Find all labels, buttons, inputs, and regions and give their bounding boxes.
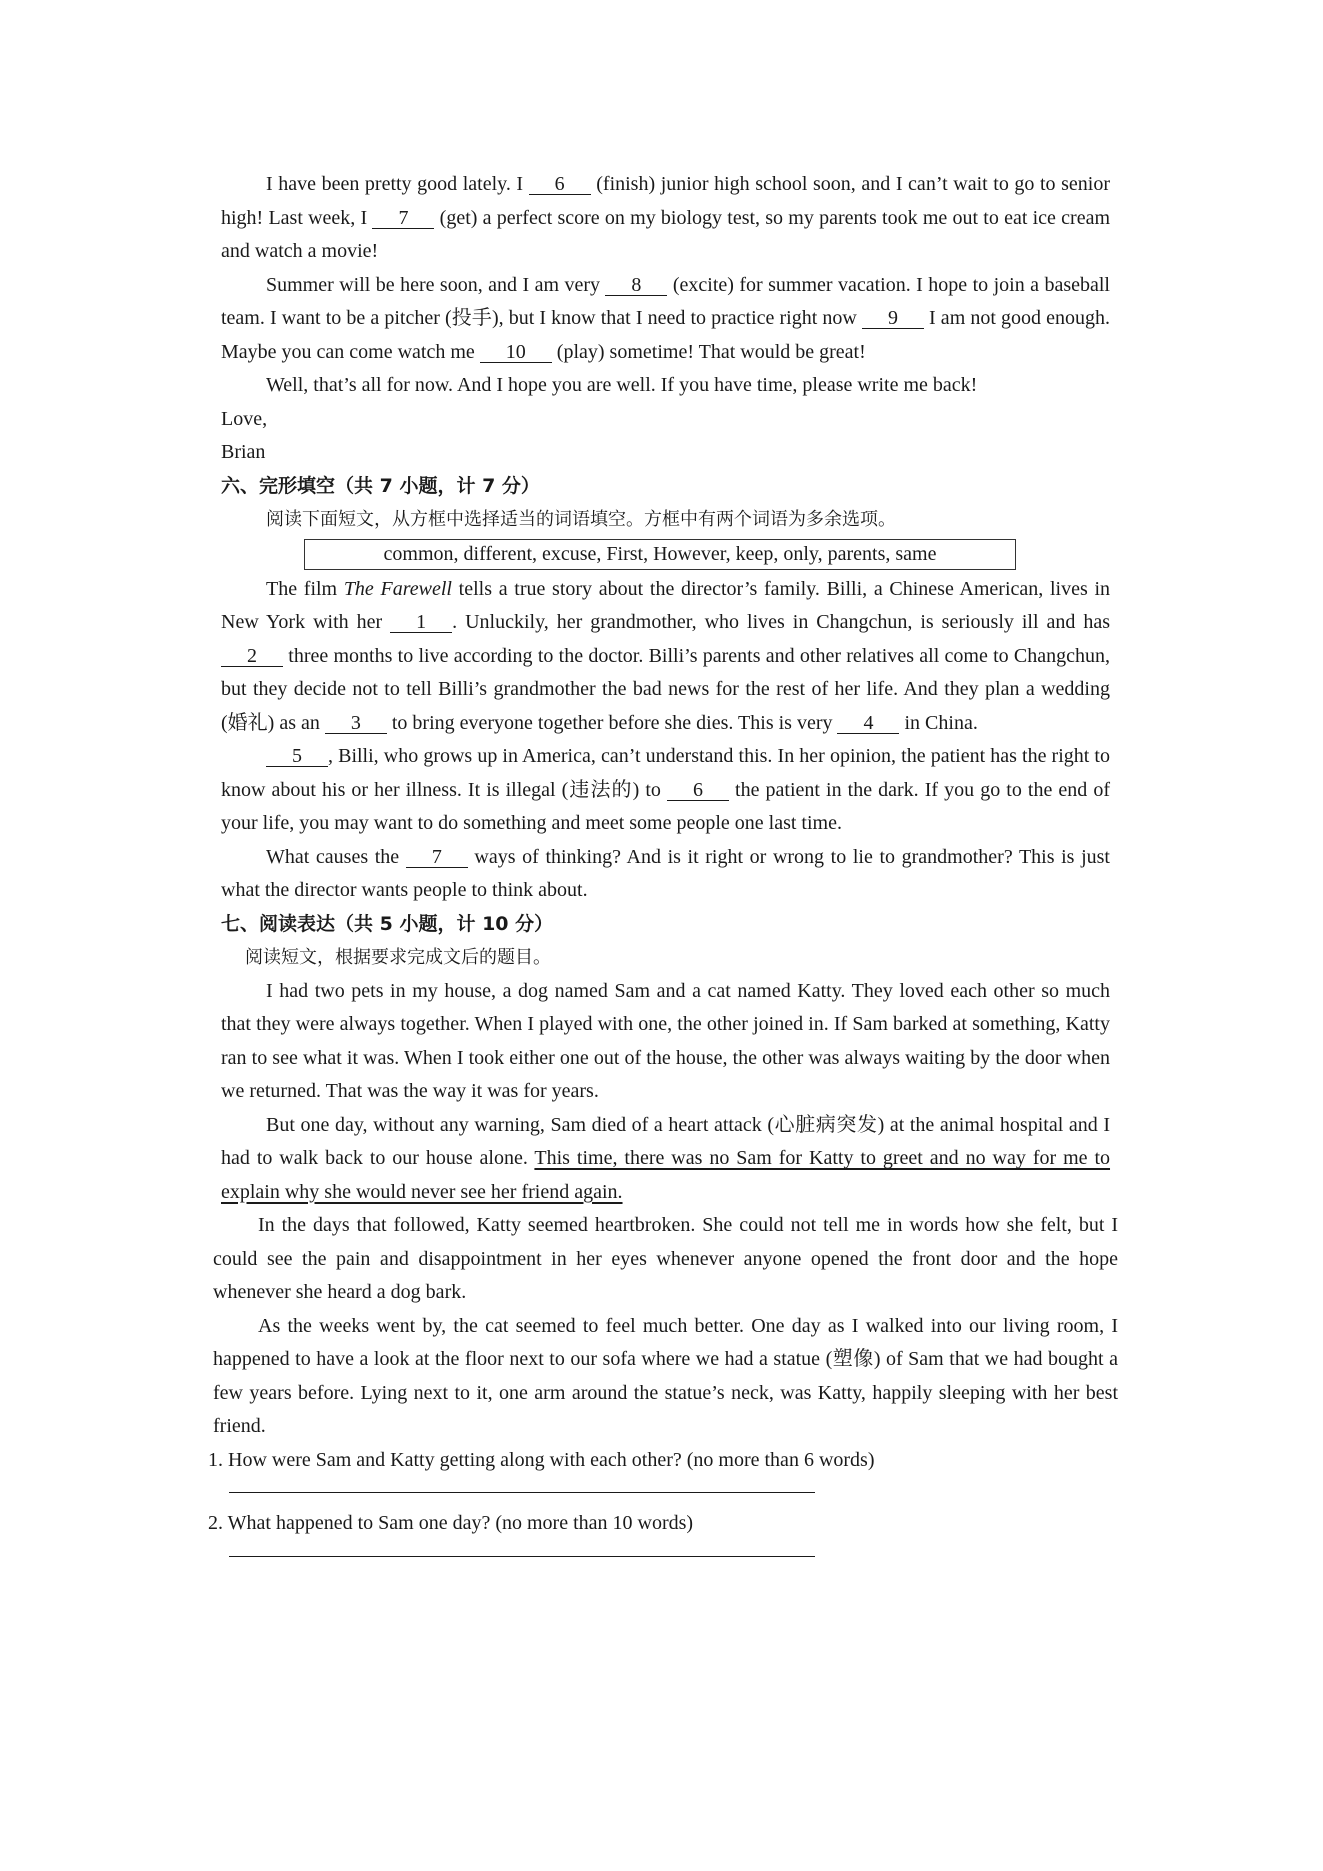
reading-paragraph-3: In the days that followed, Katty seemed heartbroken. She could not tell me in words how she felt, but I could see the pain and disappointment in her eyes whenever anyone opened the front door and the hope whenever she heard a dog bark.	[213, 1214, 1118, 1303]
cloze-paragraph-3: What causes the 7 ways of thinking? And is it right or wrong to lie to grandmother? This is just what the director wants people to think about.	[221, 845, 1110, 901]
cloze-blank-5[interactable]: 5	[266, 746, 328, 767]
cloze-blank-4[interactable]: 4	[837, 713, 899, 734]
section-7-instruction: 阅读短文，根据要求完成文后的题目。	[245, 947, 551, 968]
answer-line-1[interactable]	[229, 1491, 815, 1493]
letter-closing: Love,	[221, 407, 268, 430]
letter-signature: Brian	[221, 441, 266, 463]
cloze-blank-2[interactable]: 2	[221, 646, 283, 667]
letter-paragraph-3: Well, that’s all for now. And I hope you are well. If you have time, please write me back!	[266, 374, 978, 396]
blank-7[interactable]: 7	[372, 208, 434, 229]
question-1: 1. How were Sam and Katty getting along with each other? (no more than 6 words)	[208, 1448, 875, 1471]
underlined-sentence: This time, there was no Sam for Katty to greet and no way for me to explain why she would never see her friend again.	[221, 1147, 1111, 1203]
section-7-heading: 七、阅读表达（共 5 小题，计 10 分）	[221, 912, 554, 935]
cloze-paragraph-2: 5 , Billi, who grows up in America, can’t understand this. In her opinion, the patient has the right to know about his or her illness. It is illegal (违法的) to 6 the patient in the dark. If you go to the end of your life, you may want to do something and meet some people one last time.	[221, 745, 1110, 834]
blank-8[interactable]: 8	[605, 275, 667, 296]
letter-paragraph-1: I have been pretty good lately. I 6 (finish) junior high school soon, and I can’t wait to go to senior high! Last week, I 7 (get) a perfect score on my biology test, so my parents took me out to eat ice cream and watch a movie!	[221, 173, 1110, 262]
blank-10[interactable]: 10	[480, 342, 552, 363]
reading-continuation	[208, 1209, 1118, 1557]
letter-paragraph-2: Summer will be here soon, and I am very 8 (excite) for summer vacation. I hope to join a baseball team. I want to be a pitcher (投手), but I know that I need to practice right now 9 I am not good enough. Maybe you can come watch me 10 (play) sometime! That would be great!	[221, 273, 1110, 363]
cloze-blank-7[interactable]: 7	[406, 847, 468, 868]
question-2: 2. What happened to Sam one day? (no more than 10 words)	[208, 1512, 694, 1534]
answer-line-2[interactable]	[229, 1555, 815, 1557]
reading-paragraph-1: I had two pets in my house, a dog named Sam and a cat named Katty. They loved each other so much that they were always together. When I played with one, the other joined in. If Sam barked at something, Katty ran to see what it was. When I took either one out of the house, the other was always waiting by the door when we returned. That was the way it was for years.	[221, 979, 1110, 1102]
cloze-blank-1[interactable]: 1	[390, 612, 452, 633]
blank-9[interactable]: 9	[862, 308, 924, 329]
section-6-instruction: 阅读下面短文，从方框中选择适当的词语填空。方框中有两个词语为多余选项。	[266, 509, 896, 530]
reading-paragraph-2: But one day, without any warning, Sam died of a heart attack (心脏病突发) at the animal hospital and I had to walk back to our house alone. This time, there was no Sam for Katty to greet and no way for me to explain why she would never see her friend again.	[221, 1113, 1111, 1203]
cloze-blank-6[interactable]: 6	[667, 780, 729, 801]
film-title: The Farewell	[343, 577, 452, 600]
cloze-blank-3[interactable]: 3	[325, 713, 387, 734]
cloze-paragraph-1: The film The Farewell tells a true story about the director’s family. Billi, a Chinese American, lives in New York with her 1 . Unluckily, her grandmother, who lives in Changchun, is seriously ill and has 2 three months to live according to the doctor. Billi’s parents and other relatives all come to Changchun, but they decide not to tell Billi’s grandmother the bad news for the rest of her life. And they plan a wedding (婚礼) as an 3 to bring everyone together before she dies. This is very 4 in China.	[221, 577, 1111, 734]
section-6-heading: 六、完形填空（共 7 小题，计 7 分）	[221, 474, 540, 497]
word-box: common, different, excuse, First, However, keep, only, parents, same	[304, 539, 1016, 570]
blank-6[interactable]: 6	[529, 174, 591, 195]
reading-paragraph-4: As the weeks went by, the cat seemed to feel much better. One day as I walked into our living room, I happened to have a look at the floor next to our sofa where we had a statue (塑像) of Sam that we had bought a few years before. Lying next to it, one arm around the statue’s neck, was Katty, happily sleeping with her best friend.	[213, 1314, 1118, 1437]
